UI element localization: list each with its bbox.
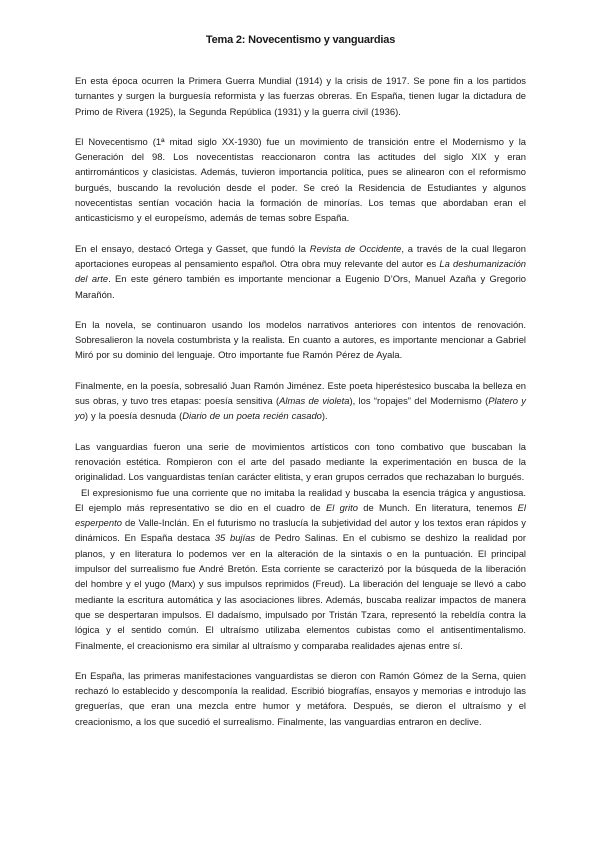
ensayo-text-1: En el ensayo, destacó Ortega y Gasset, que fundó la [75, 242, 310, 254]
work-title-35-bujias: 35 bujías [214, 532, 256, 544]
paragraph-novecentismo: El Novecentismo (1ª mitad siglo XX-1930) fue un movimiento de transición entre el Modernismo y la Generación del 98. Los novecentistas reaccionaron contra las actitudes del siglo XIX y eran antirrománticos y clasicistas. Además, tuvieron importancia política, pues se alinearon con el reformismo burgués, buscando la revolución desde el poder. Se creó la Residencia de Estudiantes y algunos novecentistas sentían vocación hacia la formación de minorías. Los temas que abordaban eran el anticasticismo y el europeísmo, además de temas sobre España. [75, 135, 526, 224]
paragraph-ensayo [75, 241, 526, 302]
poesia-text-2: ), los “ropajes” del Modernismo ( [349, 395, 489, 407]
movimientos-text-2: de Munch. En literatura, tenemos [357, 501, 518, 513]
movimientos-text-4: de Pedro Salinas. En el cubismo se deshizo la realidad por planos, y en literatura lo podemos ver en la alteración de la sintaxis o en la puntuación. El principal impulsor del surrealismo fue André Bretón. Esta corriente se caracterizó por la búsqueda de la liberación del hombre y el yugo (Marx) y sus impulsos reprimidos (Freud). La liberación del lenguaje se llevó a cabo mediante la escritura automática y las asociaciones libres. Además, buscaba realizar impactos de manera que se despertaran impulsos. El dadaísmo, impulsado por Tristán Tzara, representó la rebeldía contra la lógica y el sentido común. El ultraísmo utilizaba elementos cubistas como el antisentimentalismo. Finalmente, el creacionismo era similar al ultraísmo y comparaba realidades ajenas entre sí. [75, 532, 526, 651]
work-title-el-grito: El grito [325, 501, 358, 513]
paragraph-movimientos [75, 485, 526, 653]
poesia-text-3: ) y la poesía desnuda ( [84, 410, 183, 422]
movimientos-text-3: de Valle-Inclán. En el futurismo no traslucía la subjetividad del autor y los textos eran rápidos y dinámicos. En España destaca [75, 517, 526, 544]
work-title-la-deshumanizacion-del-arte: La deshumanización del arte [75, 257, 526, 285]
paragraph-novela: En la novela, se continuaron usando los modelos narrativos anteriores con intentos de renovación. Sobresalieron la novela costumbrista y la realista. En cuanto a autores, es importante mencionar a Gabriel Miró por su dominio del lenguaje. Otro importante fue Ramón Pérez de Ayala. [75, 318, 526, 361]
document-page [75, 34, 526, 744]
paragraph-vanguardias: Las vanguardias fueron una serie de movimientos artísticos con tono combativo que buscaban la renovación estética. Rompieron con el arte del pasado mediante la experimentación en busca de la originalidad. Los vanguardistas tenían carácter elitista, y eran grupos cerrados que rechazaban lo burgués. [75, 440, 526, 483]
paragraph-poesia [75, 378, 526, 424]
ensayo-text-2: , a través de la cual llegaron aportaciones europeas al pensamiento español. Otra obra muy relevante del autor es [75, 242, 526, 269]
ensayo-text-3: . En este género también es importante mencionar a Eugenio D’Ors, Manuel Azaña y Gregorio Marañón. [75, 273, 526, 300]
work-title-diario-de-un-poeta: Diario de un poeta recién casado [182, 410, 322, 422]
work-title-platero-y-yo: Platero y yo [75, 395, 526, 422]
paragraph-context: En esta época ocurren la Primera Guerra Mundial (1914) y la crisis de 1917. Se pone fin a los partidos turnantes y surgen la burguesía reformista y las fuerzas obreras. En España, tienen lugar la dictadura de Primo de Rivera (1925), la Segunda República (1931) y la guerra civil (1936). [75, 75, 526, 117]
work-title-almas-de-violeta: Almas de violeta [279, 395, 350, 407]
work-title-el-esperpento: El esperpento [75, 501, 526, 529]
poesia-text-4: ). [321, 410, 328, 422]
document-title: Tema 2: Novecentismo y vanguardias [205, 34, 396, 46]
paragraph-espana-vanguardias: En España, las primeras manifestaciones vanguardistas se dieron con Ramón Gómez de la Serna, quien rechazó lo establecido y descomponía la realidad. Escribió biografías, ensayos y memorias e introdujo las greguerías, que eran una mezcla entre humor y metáfora. Después, se dieron el ultraísmo y el creacionismo, a los que sucedió el surrealismo. Finalmente, las vanguardias entraron en declive. [75, 669, 526, 727]
work-title-revista-de-occidente: Revista de Occidente [309, 242, 402, 254]
movimientos-text-1: El expresionismo fue una corriente que no imitaba la realidad y buscaba la esencia trágica y angustiosa. El ejemplo más representativo se dio en el cuadro de [75, 486, 526, 513]
poesia-text-1: Finalmente, en la poesía, sobresalió Juan Ramón Jiménez. Este poeta hiperéstesico buscaba la belleza en sus obras, y tuvo tres etapas: poesía sensitiva ( [75, 379, 526, 407]
